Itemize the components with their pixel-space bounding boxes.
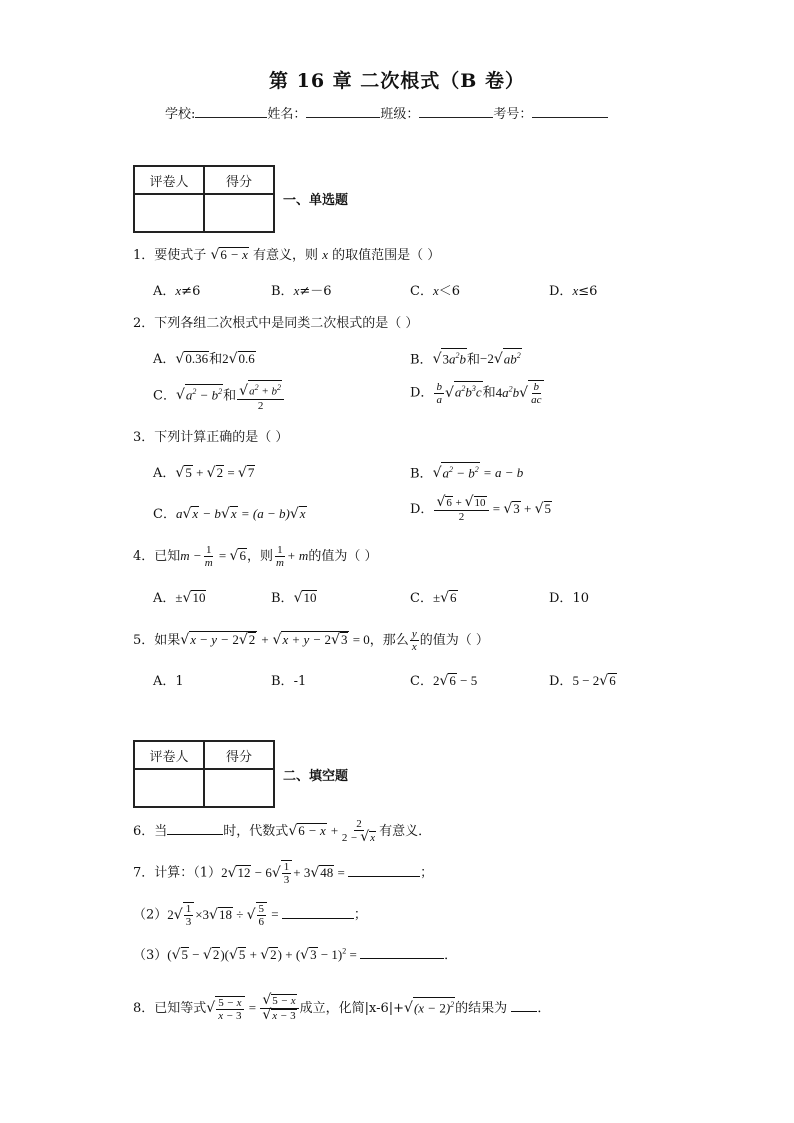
and-text: 和 [209,352,223,367]
math-expression: $\frac{1}{m}$ [275,544,284,569]
question-text: 下列计算正确的是（ ） [154,430,289,445]
q5-option-b[interactable] [271,670,306,689]
option-value: 10 [572,591,589,606]
question-7-part-3: $(3)(√5 - √2)(√5 + √2) + (√3 - 1)^2$ = ． [133,946,458,963]
question-7-part-2: （2）2√ $\frac{1}{3}$ ×3√18 ÷ √ $\frac{5}{6}$ = ； [133,903,367,928]
math-expression: + m [286,548,309,563]
option-label: C． [410,284,433,299]
and-text: 和 [223,388,237,404]
q1-option-d[interactable]: D．x≤6 [549,283,598,299]
option-label: C． [153,388,176,404]
option-label: B． [271,284,294,299]
grader-table-1 [133,165,275,233]
math-expression: √6 − x [210,247,248,263]
math-expression: $\frac{5}{6}$ [256,902,268,928]
option-label: B． [410,352,433,368]
q2-option-b[interactable] [410,348,522,367]
question-text: 要使式子 [154,248,207,263]
math-expression: + 3√48 = [293,864,349,881]
q1-option-b[interactable]: B．x≠－6 [271,283,332,299]
question-number: 2． [133,316,155,331]
question-1 [133,244,440,263]
math-expression: $(√5 - √2)(√5 + √2) + (√3 - 1)^2$ = [167,946,361,963]
page-title: 第 16 章 二次根式（B 卷） [269,70,525,92]
option-math: ±√6 [432,590,457,606]
math-expression: x [322,247,328,262]
math-expression: 2√12 − 6√ [221,864,281,881]
math-expression: $\frac{2}{2 - √x}$ [341,818,376,845]
option-label: D． [410,502,434,517]
option-label: D． [549,591,573,606]
answer-blank[interactable] [360,946,444,959]
option-label: A． [153,674,176,689]
option-math: x [293,283,300,298]
answer-blank[interactable] [167,822,223,835]
q3-option-b[interactable] [410,462,523,481]
class-blank[interactable] [419,103,493,118]
question-6 [133,818,431,845]
school-label: 学校: [165,107,196,122]
score-cell[interactable] [204,194,274,232]
number-label: 考号： [493,107,533,122]
option-math: $-2√ab^2$ [480,351,522,366]
option-label: A． [153,284,176,299]
math-expression: $\frac{1}{m}$ [204,544,213,569]
question-2 [133,312,418,331]
option-label: C． [153,507,176,522]
grader-header: 评卷人 [134,166,204,194]
option-math: $√a^2 - b^2$ [176,387,223,402]
question-text: （3） [133,948,168,963]
option-math: $√3a^2b$ [433,351,467,366]
option-math: √10 [293,590,317,606]
school-blank[interactable] [195,103,267,118]
grader-cell[interactable] [134,769,204,807]
q2-option-d[interactable] [410,380,545,406]
math-expression: $\frac{y}{x}$ [411,628,417,653]
option-math: √5 + √2 = √7 [175,465,255,481]
math-expression: $\frac{1}{3}$ [183,902,195,928]
question-text: 的值为（ ） [308,549,378,564]
option-math: x [572,283,579,298]
question-text: 有意义． [379,824,432,839]
question-text: 的值为（ ） [419,633,489,648]
option-math: $\frac{b}{a}$ [436,380,442,406]
question-5 [133,628,489,653]
question-text: 下列各组二次根式中是同类二次根式的是（ ） [154,316,419,331]
student-info-line [165,103,608,122]
option-math: $√a^2b^3c$ [445,385,483,400]
option-value: 1 [175,674,184,689]
and-text: 和 [466,352,480,368]
score-header: 得分 [204,166,274,194]
score-cell[interactable] [204,769,274,807]
question-number: 4． [133,549,155,564]
option-math: x [175,283,182,298]
question-number: 8． [133,1001,155,1016]
option-math: 2√0.6 [222,351,255,367]
math-expression: √x − y − 2√2 + √x + y − 2√3 = 0 [180,632,370,648]
option-label: C． [410,674,433,689]
math-expression: = [245,1000,260,1015]
math-expression: = [268,906,282,922]
math-expression: √ [206,1000,216,1016]
option-math: = √3 + √5 [489,501,552,517]
question-number: 5． [133,633,155,648]
grader-header: 评卷人 [134,741,204,769]
answer-blank[interactable] [348,864,420,877]
option-math: √0.36 [175,351,209,367]
q5-option-c[interactable] [410,670,477,689]
option-math: $\frac{√6 + √10}{2}$ [434,496,488,523]
option-label: B． [271,674,294,689]
name-blank[interactable] [306,103,380,118]
option-math: $\frac{√a^2 + b^2}{2}$ [237,380,284,412]
q5-option-d[interactable] [549,670,617,689]
q2-option-a[interactable] [153,348,256,367]
and-text: 和 [482,385,496,401]
option-math: $4a^2b√$ [495,384,529,401]
question-number: 1． [133,248,155,263]
option-label: D． [549,674,573,689]
question-text: 的结果为 [455,1001,508,1016]
question-number: 3． [133,430,155,445]
math-expression: m − [180,548,202,563]
option-label: A． [153,466,176,481]
option-math: a√x − b√x = (a − b)√x [175,506,306,522]
option-math: $\frac{b}{ac}$ [528,380,544,406]
number-blank[interactable] [532,103,608,118]
answer-blank[interactable] [282,906,354,919]
question-text: 如果 [154,633,181,648]
option-label: C． [410,591,433,606]
question-text: 有意义，则 [253,248,319,263]
q4-option-a[interactable] [153,587,206,606]
answer-blank[interactable] [511,999,537,1012]
question-text: 的取值范围是（ ） [332,248,441,263]
q3-option-d[interactable] [410,496,552,523]
question-text: ，则 [246,549,273,564]
math-expression: $\frac{1}{3}$ [281,860,293,886]
option-label: A． [153,352,176,367]
question-number: 6． [133,824,155,839]
math-expression: √6 − x + [288,823,339,839]
q5-option-a[interactable] [153,670,184,689]
q4-option-d[interactable] [549,587,589,606]
option-value: -1 [293,674,307,689]
q2-option-c[interactable] [153,380,285,412]
class-label: 班级： [380,107,420,122]
math-expression: = √6 [215,548,246,564]
section-title-fill-blank: 二、填空题 [283,769,349,784]
q1-option-a[interactable]: A．x≠6 [153,283,201,299]
score-header: 得分 [204,741,274,769]
q1-option-c[interactable]: C．x＜6 [410,283,461,299]
option-label: B． [271,591,294,606]
question-text: ，那么 [369,633,409,648]
question-text: 已知等式 [154,1001,207,1016]
question-number: 7． [133,865,155,881]
q3-option-a[interactable] [153,462,255,481]
grader-cell[interactable] [134,194,204,232]
question-7: 7．计算：（1）2√12 − 6√ $\frac{1}{3}$ + 3√48 = ； [133,861,434,886]
option-label: D． [410,385,434,401]
q4-option-c[interactable] [410,587,458,606]
question-8: 8．已知等式√ $\frac{5 - x}{x - 3}$ = $\frac{√5 - x}{√x - 3}$ 成立，化简$|x-6|+√(x - 2)^2$的结果为 ． [133,992,551,1023]
name-label: 姓名： [267,107,307,122]
question-text: 时，代数式 [223,824,289,839]
math-expression: $\frac{5 - x}{x - 3}$ [215,996,244,1022]
grader-table-2 [133,740,275,808]
option-math: ±√10 [175,590,206,606]
option-label: A． [153,591,176,606]
question-text: 已知 [154,549,181,564]
option-math: x [432,283,439,298]
question-text: 计算：（1） [154,865,222,881]
option-math: 5 − 2√6 [572,673,616,689]
question-text: （2） [133,907,168,923]
option-label: B． [410,466,433,482]
question-text: 当 [154,824,168,839]
option-math: $√a^2 - b^2 = a - b$ [433,465,524,480]
math-expression: 2√ [167,906,183,923]
question-3 [133,426,288,445]
math-expression: $\frac{√5 - x}{√x - 3}$ [260,994,298,1023]
question-4 [133,544,377,569]
math-expression: $√(x - 2)^2$ [404,1000,455,1015]
math-expression: ×3√18 ÷ √ [195,906,256,923]
option-math: 2√6 − 5 [432,673,478,689]
option-label: D． [549,284,573,299]
q3-option-c[interactable] [153,503,307,522]
question-text: 成立，化简|x-6|+ [299,1001,405,1016]
section-title-single-choice: 一、单选题 [283,193,349,208]
q4-option-b[interactable] [271,587,317,606]
